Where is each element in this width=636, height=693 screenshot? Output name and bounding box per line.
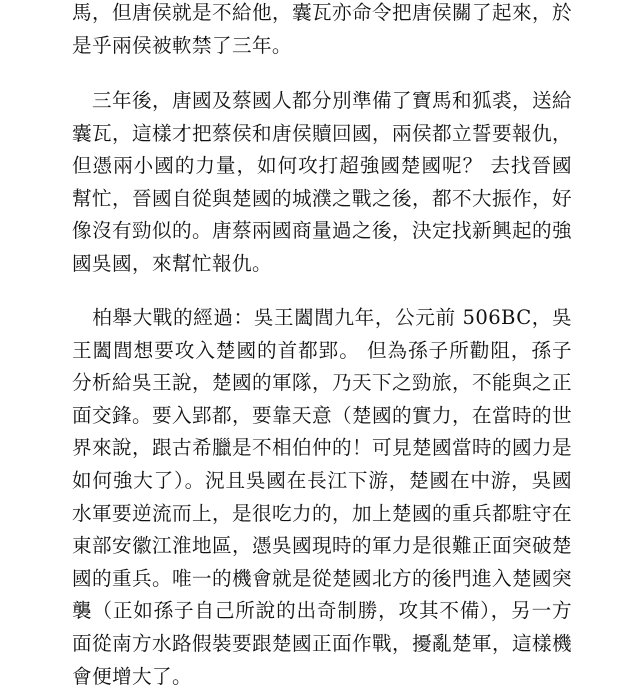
- paragraph-2: 三年後，唐國及蔡國人都分別準備了寶馬和狐裘，送給囊瓦，這樣才把蔡侯和唐侯贖回國，兩侯都立誓要報仇，但憑兩小國的力量，如何攻打超強國楚國呢？ 去找晉國幫忙，晉國自從與楚國的城濮之戰之後，都不大振作，好像沒有勁似的。唐蔡兩國商量過之後，決定找新興起的強國吳國，來幫忙報仇。: [72, 89, 572, 275]
- paragraph-1: 馬，但唐侯就是不給他，囊瓦亦命令把唐侯關了起來，於是乎兩侯被軟禁了三年。: [72, 1, 572, 57]
- paragraph-3: 柏舉大戰的經過：吳王闔閭九年，公元前 506BC，吳王闔閭想要攻入楚國的首都郢。 但為孫子所勸阻，孫子分析給吳王說，楚國的軍隊，乃天下之勁旅，不能與之正面交鋒。要入郢都，要靠天意（楚國的實力，在當時的世界來說，跟古希臘是不相伯仲的！可見楚國當時的國力是如何強大了）。況且吳國在長江下游，楚國在中游，吳國水軍要逆流而上，是很吃力的，加上楚國的重兵都駐守在東部安徽江淮地區，憑吳國現時的軍力是很難正面突破楚國的重兵。唯一的機會就是從楚國北方的後門進入楚國突襲（正如孫子自己所說的出奇制勝，攻其不備），另一方面從南方水路假裝要跟楚國正面作戰，擾亂楚軍，這樣機會便增大了。: [72, 306, 572, 688]
